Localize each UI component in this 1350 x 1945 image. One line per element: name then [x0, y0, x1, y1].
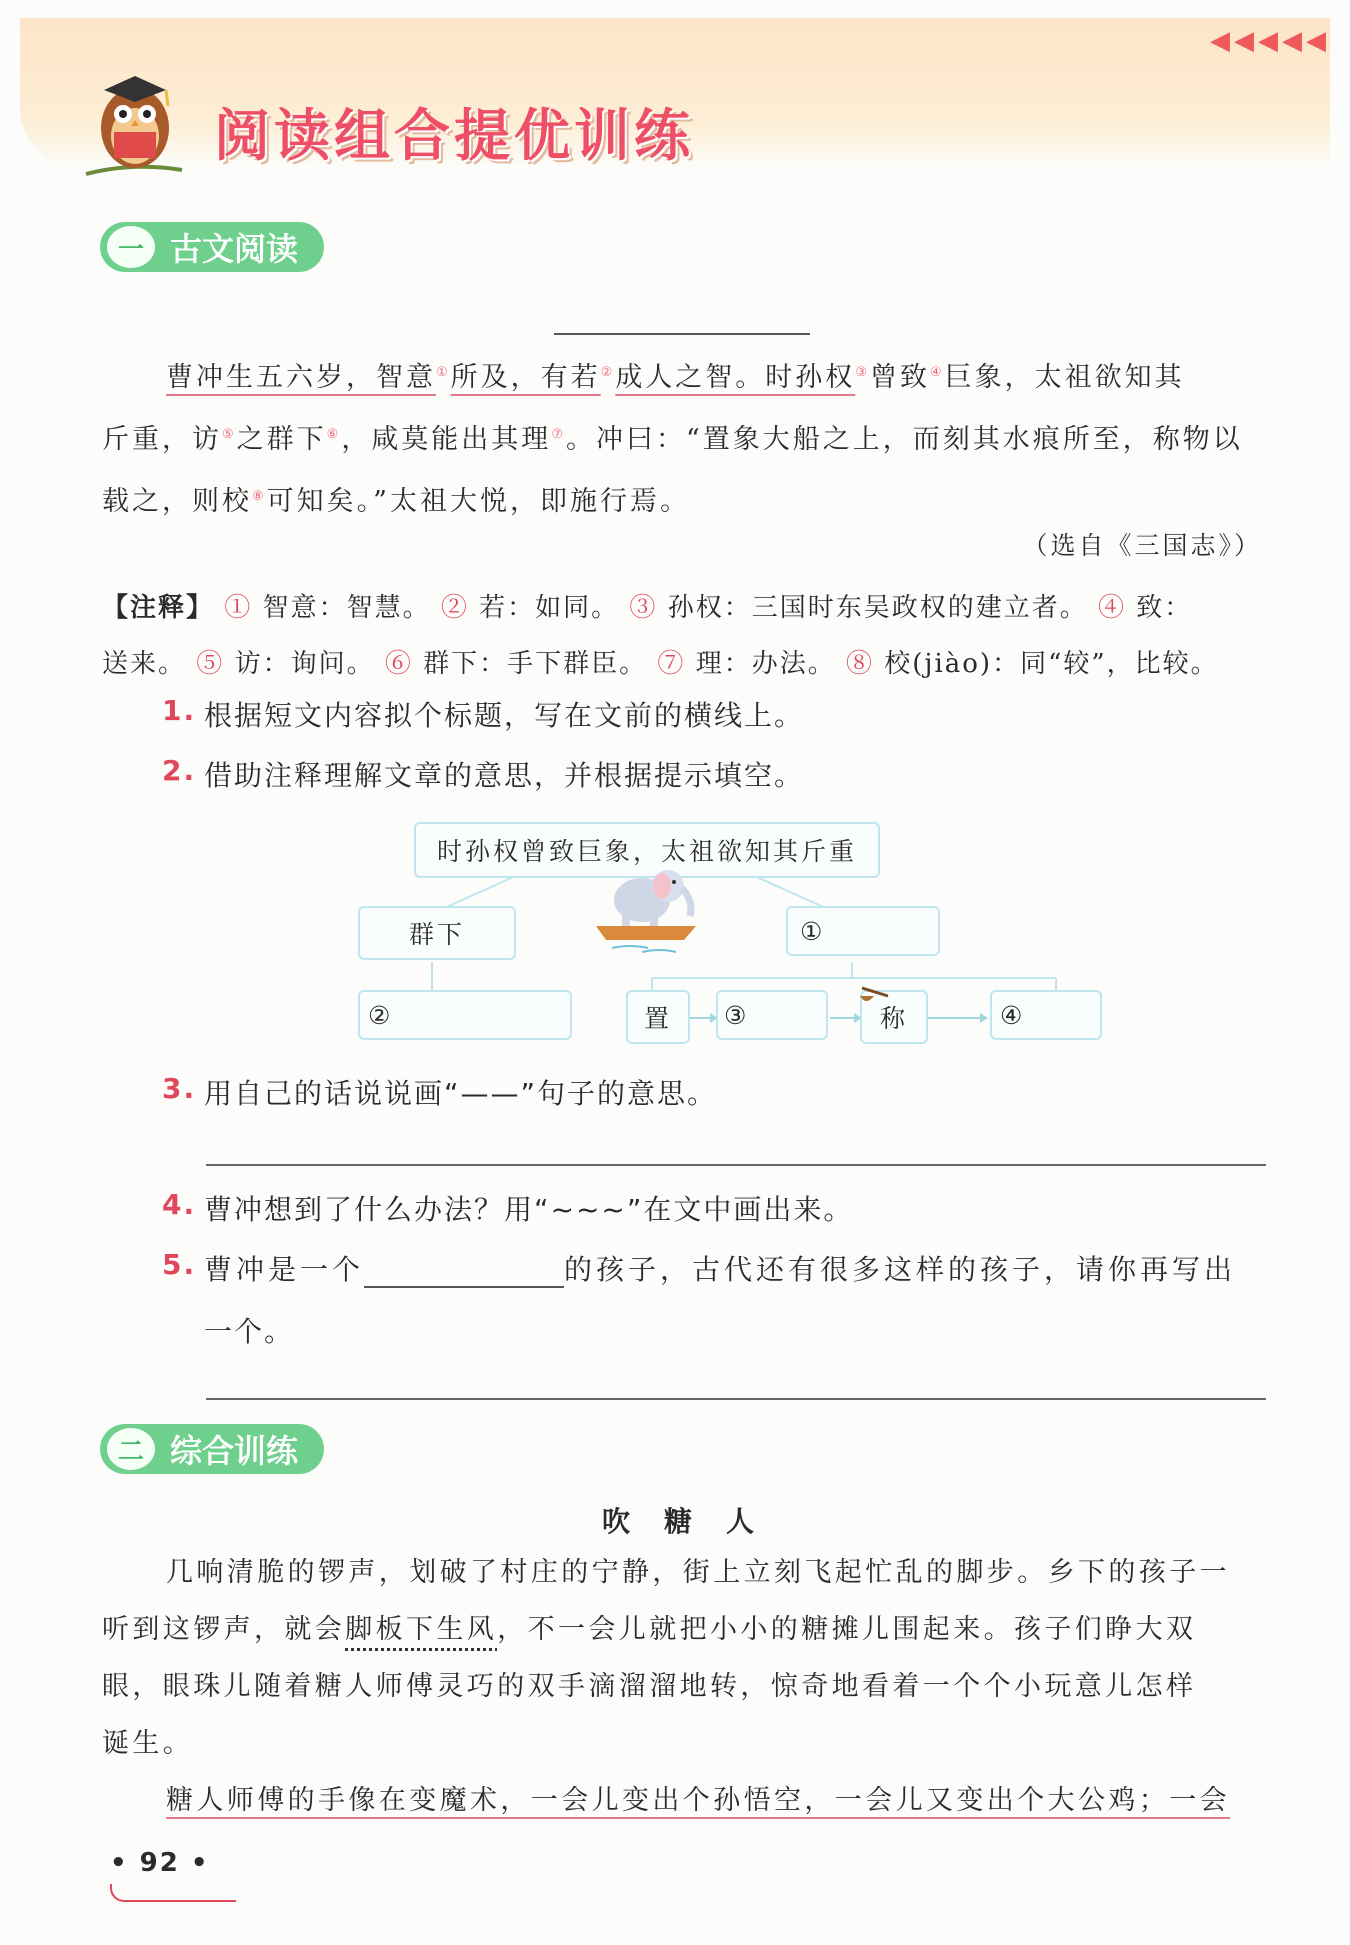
passage-text: 所及，有若	[450, 362, 601, 393]
modern-passage	[102, 1544, 1262, 1829]
question-5	[162, 1248, 1272, 1350]
question-number: 2.	[162, 754, 197, 787]
footnote-mark: ②	[600, 365, 616, 380]
note-text: 若：如同。	[479, 593, 620, 623]
diagram-text: ④	[1000, 1000, 1026, 1030]
diagram-text: 时孙权曾致巨象，太祖欲知其斤重	[436, 837, 857, 866]
diagram-text: ①	[800, 916, 826, 946]
footnote-mark: ⑤	[222, 427, 237, 442]
footnote-mark: ⑥	[326, 427, 342, 442]
footnote-mark: ⑧	[252, 489, 267, 504]
note-number: ⑦	[657, 649, 686, 679]
section-number: 二	[104, 1425, 158, 1473]
diagram-box-qunxia	[358, 906, 516, 960]
passage-text: ，不一会儿就把小小的糖摊儿围起来。孩子们睁大双	[497, 1614, 1197, 1645]
section-number: 一	[104, 223, 158, 271]
passage-text: 听到这锣声，就会	[102, 1614, 346, 1645]
note-number: ①	[224, 593, 253, 623]
note-number: ④	[1097, 593, 1126, 623]
note-text: 理：办法。	[695, 649, 836, 679]
note-text: 校(jiào)：同“较”，比较。	[884, 649, 1219, 679]
footnote-mark: ①	[436, 365, 451, 380]
question-number: 4.	[162, 1188, 197, 1221]
passage-text: 眼，眼珠儿随着糖人师傅灵巧的双手滴溜溜地转，惊奇地看着一个个小玩意儿怎样	[102, 1671, 1197, 1702]
passage-text: 诞生。	[102, 1728, 194, 1759]
question-text: 借助注释理解文章的意思，并根据提示填空。	[204, 759, 805, 792]
section-label: 古文阅读	[170, 230, 299, 268]
question-text: 曹冲想到了什么办法？用“~~~”在文中画出来。	[204, 1193, 854, 1226]
passage-text: 斤重，访	[102, 424, 222, 455]
passage-text: 载之，则校	[102, 486, 252, 517]
section-label: 综合训练	[170, 1432, 299, 1470]
note-text: 智意：智慧。	[262, 593, 431, 623]
note-number: ②	[440, 593, 469, 623]
diagram-text: ③	[724, 1000, 750, 1030]
answer-line-3[interactable]	[206, 1164, 1266, 1166]
question-text: 用自己的话说说画“——”句子的意思。	[204, 1077, 718, 1110]
fill-blank[interactable]	[364, 1256, 564, 1288]
note-text: 群下：手下群臣。	[423, 649, 648, 679]
question-text: 根据短文内容拟个标题，写在文前的横线上。	[204, 699, 805, 732]
page-number-decoration	[110, 1884, 236, 1902]
footnote-mark: ③	[855, 365, 870, 380]
question-text: 的孩子，古代还有很多这样的孩子，请你再写出	[564, 1253, 1237, 1286]
page-title: 阅读组合提优训练	[214, 104, 694, 169]
passage-text: 巨象，太祖欲知其	[944, 362, 1185, 393]
passage-text: 之群下	[236, 424, 327, 455]
note-number: ⑤	[196, 649, 225, 679]
footnote-mark: ⑦	[551, 427, 566, 442]
emphasized-text: 脚板下生风	[345, 1614, 498, 1645]
passage-text: 。冲曰：“置象大船之上，而刻其水痕所至，称物以	[565, 424, 1243, 455]
question-number: 3.	[162, 1072, 197, 1105]
diagram-text: 群下	[408, 920, 465, 949]
diagram-box-4[interactable]	[990, 990, 1102, 1040]
passage-text: 成人之智。时孙权	[615, 362, 856, 393]
answer-line-5[interactable]	[206, 1398, 1266, 1400]
passage-text: 几响清脆的锣声，划破了村庄的宁静，街上立刻飞起忙乱的脚步。乡下的孩子一	[166, 1557, 1230, 1588]
note-text: 送来。	[102, 649, 187, 679]
passage-text: 糖人师傅的手像在变魔术，一会儿变出个孙悟空，一会儿又变出个大公鸡；一会	[166, 1785, 1230, 1816]
note-text: 孙权：三国时东吴政权的建立者。	[667, 593, 1088, 623]
question-text: 一个。	[204, 1315, 295, 1348]
question-4	[162, 1188, 853, 1228]
passage-title: 吹糖人	[602, 1505, 789, 1538]
diagram-text: ②	[368, 1000, 394, 1030]
note-number: ③	[629, 593, 658, 623]
question-3	[162, 1072, 717, 1112]
section-badge-2	[100, 1424, 324, 1474]
question-number: 1.	[162, 694, 197, 727]
diagram-text: 称	[879, 1004, 908, 1033]
passage-text: 曾致	[869, 362, 930, 393]
diagram-text: 置	[643, 1004, 672, 1033]
passage-source: （选自《三国志》）	[1022, 531, 1262, 560]
page-number: • 92 •	[110, 1848, 210, 1878]
notes-label: 【注释】	[102, 593, 215, 623]
diagram-box-1[interactable]	[786, 906, 940, 956]
question-text: 曹冲是一个	[204, 1253, 365, 1286]
note-text: 访：询问。	[234, 649, 375, 679]
decorative-arrows: ◀◀◀◀◀	[1210, 26, 1330, 56]
question-number: 5.	[162, 1248, 197, 1281]
passage-text: 可知矣。”太祖大悦，即施行焉。	[266, 486, 690, 517]
note-number: ⑥	[384, 649, 413, 679]
elephant-on-boat-icon	[590, 862, 702, 954]
note-number: ⑧	[845, 649, 874, 679]
diagram-box-2[interactable]	[358, 990, 572, 1040]
diagram-box-zhi	[626, 990, 690, 1044]
footnote-mark: ④	[929, 365, 945, 380]
passage-text: 曹冲生五六岁，智意	[166, 362, 436, 393]
scale-icon	[858, 984, 892, 1008]
diagram-box-3[interactable]	[716, 990, 828, 1040]
passage-text: ，咸莫能出其理	[341, 424, 552, 455]
note-text: 致：	[1136, 593, 1193, 623]
